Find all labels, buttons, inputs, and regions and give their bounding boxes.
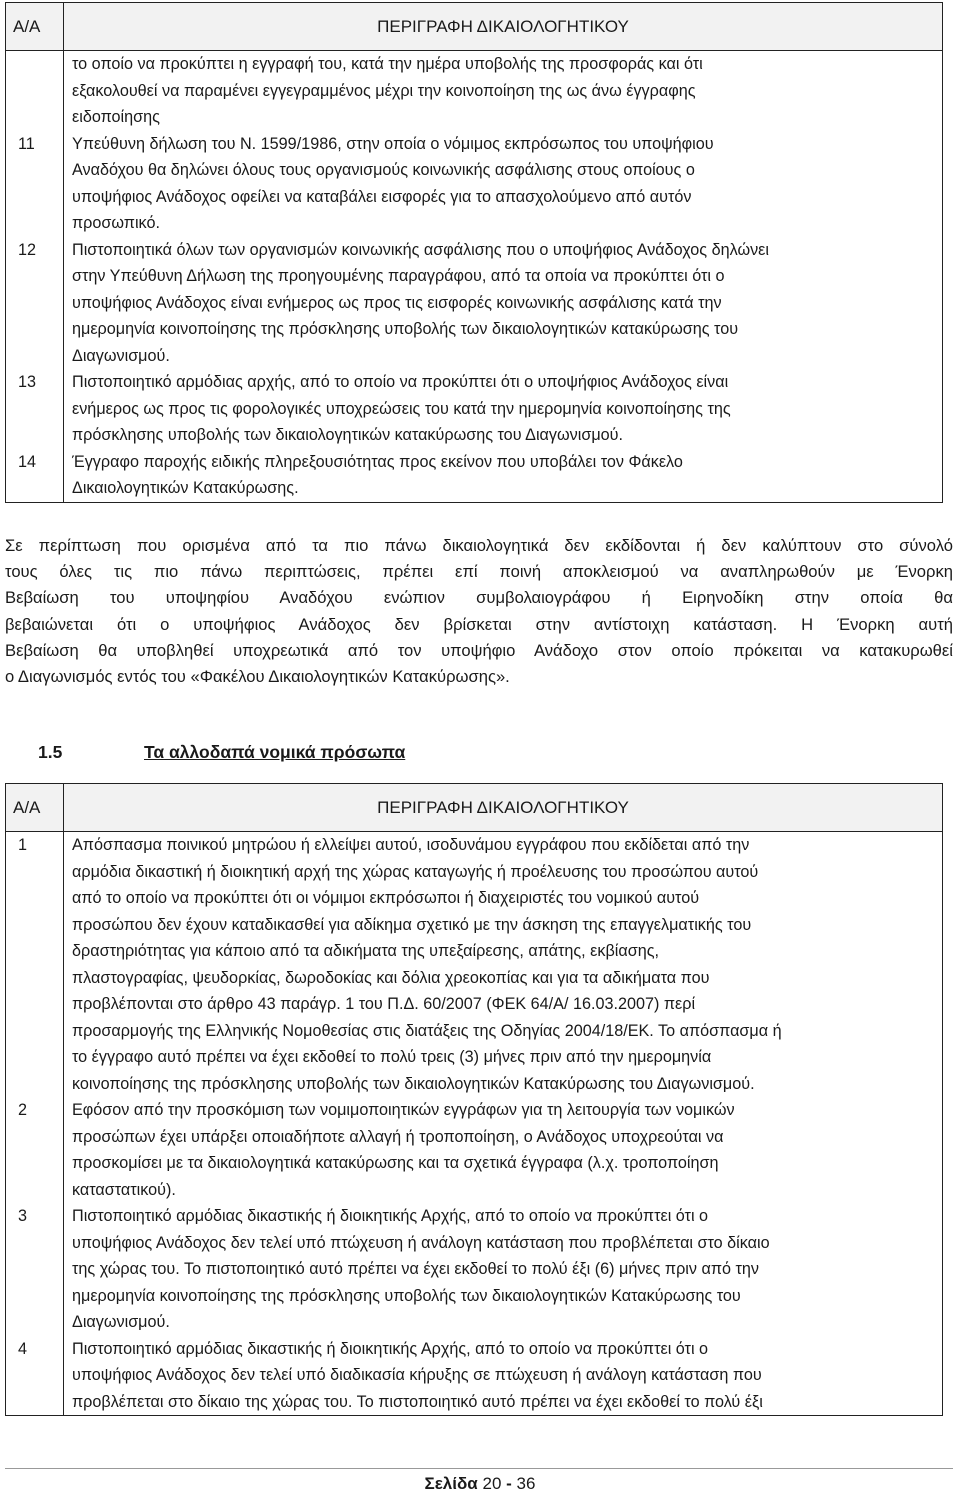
footer-divider: [5, 1468, 953, 1469]
description-line: Δικαιολογητικών Κατακύρωσης.: [72, 479, 299, 497]
row-description: [64, 1336, 943, 1416]
row-number: [6, 51, 64, 131]
description-line: υποψήφιος Ανάδοχος δεν τελεί υπό διαδικασία κήρυξης σε πτώχευση ή ανάλογη κατάσταση που: [72, 1366, 762, 1384]
description-line: πρόσκλησης υποβολής των δικαιολογητικών κατακύρωσης του Διαγωνισμού.: [72, 426, 624, 444]
description-line: στην Υπεύθυνη Δήλωση της προηγουμένης παραγράφου, από τα οποία να προκύπτει ότι ο: [72, 267, 725, 285]
description-line: πλαστογραφίας, ψευδορκίας, δωροδοκίας και δόλια χρεοκοπίας και για τα αδικήματα που: [72, 968, 710, 987]
row-description: [64, 237, 943, 370]
requirements-table-2: [5, 783, 943, 1416]
description-line: προβλέπονται στο άρθρο 43 παράγρ. 1 του Π.Δ. 60/2007 (ΦΕΚ 64/Α/ 16.03.2007) περί: [72, 995, 696, 1013]
description-line: από το οποίο να προκύπτει ότι οι νόμιμοι εκπρόσωποι ή διαχειριστές του νομικού αυτού: [72, 889, 700, 907]
description-line: καταστατικού).: [72, 1180, 176, 1199]
row-number: 4: [6, 1336, 64, 1416]
column-header-num: Α/Α: [6, 784, 64, 832]
description-line: Αναδόχου θα δηλώνει όλους τους οργανισμούς κοινωνικής ασφάλισης στους οποίους ο: [72, 161, 695, 179]
page-number: 20: [482, 1474, 502, 1493]
description-line: προσκομίσει με τα δικαιολογητικά κατακύρωσης και τα σχετικά έγγραφα (λ.χ. τροποποίηση: [72, 1154, 719, 1172]
column-header-num: Α/Α: [6, 3, 64, 51]
row-description: [64, 1203, 943, 1336]
table-row: [6, 1336, 943, 1416]
page-footer: [0, 1474, 960, 1494]
description-line: Πιστοποιητικό αρμόδιας δικαστικής ή διοικητικής Αρχής, από το οποίο να προκύπτει ότι ο: [72, 1339, 709, 1358]
description-line: εξακολουθεί να παραμένει εγγεγραμμένος μέχρι την κοινοποίηση της ως άνω έγγραφης: [72, 81, 696, 100]
description-line: υποψήφιος Ανάδοχος οφείλει να καταβάλει εισφορές για το απασχολούμενο από αυτόν: [72, 187, 692, 206]
row-description: [64, 1097, 943, 1203]
row-number: 12: [6, 237, 64, 370]
table-header-row: [6, 3, 943, 51]
description-line: Πιστοποιητικά όλων των οργανισμών κοινωνικής ασφάλισης που ο υποψήφιος Ανάδοχος δηλώνει: [72, 240, 769, 259]
row-number: 11: [6, 131, 64, 237]
requirements-table-1: [5, 2, 943, 503]
row-number: 13: [6, 369, 64, 449]
column-header-description: ΠΕΡΙΓΡΑΦΗ ΔΙΚΑΙΟΛΟΓΗΤΙΚΟΥ: [64, 784, 943, 832]
description-line: Διαγωνισμού.: [72, 346, 170, 365]
table-header-row: [6, 784, 943, 832]
row-description: [64, 51, 943, 131]
row-number: 1: [6, 832, 64, 1098]
paragraph-line: Βεβαίωση θα υποβληθεί υποχρεωτικά από τον υποψήφιο Ανάδοχο στον οποίο πρόκειται να κατακυρωθεί: [5, 640, 953, 660]
description-line: Απόσπασμα ποινικού μητρώου ή ελλείψει αυτού, ισοδυνάμου εγγράφου που εκδίδεται από την: [72, 836, 750, 854]
description-line: δραστηριότητας για κάποιο από τα αδικήματα της υπεξαίρεσης, απάτης, εκβίασης,: [72, 942, 660, 960]
row-description: [64, 131, 943, 237]
row-description: [64, 832, 943, 1098]
description-line: το οποίο να προκύπτει η εγγραφή του, κατά την ημέρα υποβολής της προσφοράς και ότι: [72, 55, 703, 73]
description-line: αρμόδια δικαστική ή διοικητική αρχή της χώρας καταγωγής ή προέλευσης του προσώπου αυτού: [72, 862, 759, 881]
page-label: Σελίδα: [424, 1474, 478, 1493]
table-row: [6, 51, 943, 131]
row-number: 2: [6, 1097, 64, 1203]
row-number: 3: [6, 1203, 64, 1336]
table-row: [6, 449, 943, 503]
description-line: Πιστοποιητικό αρμόδιας αρχής, από το οποίο να προκύπτει ότι ο υποψήφιος Ανάδοχος είναι: [72, 373, 729, 391]
description-line: Πιστοποιητικό αρμόδιας δικαστικής ή διοικητικής Αρχής, από το οποίο να προκύπτει ότι ο: [72, 1207, 709, 1225]
table-row: [6, 131, 943, 237]
section-title: Τα αλλοδαπά νομικά πρόσωπα: [144, 742, 406, 762]
row-description: [64, 369, 943, 449]
description-line: Εφόσον από την προσκόμιση των νομιμοποιητικών εγγράφων για τη λειτουργία των νομικών: [72, 1101, 735, 1119]
description-line: ημερομηνία κοινοποίησης της πρόσκλησης υποβολής των δικαιολογητικών κατακύρωσης του: [72, 320, 739, 338]
description-line: το έγγραφο αυτό πρέπει να έχει εκδοθεί το πολύ τρεις (3) μήνες πριν από την ημερομηνία: [72, 1048, 712, 1066]
description-line: Έγγραφο παροχής ειδικής πληρεξουσιότητας προς εκείνον που υποβάλει τον Φάκελο: [72, 452, 683, 471]
description-line: κοινοποίησης της πρόσκλησης υποβολής των δικαιολογητικών Κατακύρωσης του Διαγωνισμού.: [72, 1074, 755, 1093]
page-separator: -: [506, 1474, 512, 1493]
paragraph-line: βεβαιώνεται ότι ο υποψήφιος Ανάδοχος δεν βρίσκεται στην αντίστοιχη κατάσταση. Η Ένορκη αυτή: [5, 614, 953, 634]
description-line: υποψήφιος Ανάδοχος είναι ενήμερος ως προς τις εισφορές κοινωνικής ασφάλισης κατά την: [72, 293, 722, 312]
section-number: 1.5: [38, 742, 63, 762]
description-line: προσώπου δεν έχουν καταδικασθεί για αδίκημα σχετικό με την άσκηση της επαγγελματικής του: [72, 915, 752, 934]
section-heading: [38, 742, 405, 763]
paragraph-line: Σε περίπτωση που ορισμένα από τα πιο πάνω δικαιολογητικά δεν εκδίδονται ή δεν καλύπτουν στο σύνολό: [5, 536, 953, 555]
column-header-description: ΠΕΡΙΓΡΑΦΗ ΔΙΚΑΙΟΛΟΓΗΤΙΚΟΥ: [64, 3, 943, 51]
page-total: 36: [516, 1474, 536, 1493]
table-row: [6, 237, 943, 370]
description-line: προσωπικό.: [72, 214, 160, 232]
description-line: προβλέπεται στο δίκαιο της χώρας του. Το πιστοποιητικό αυτό πρέπει να έχει εκδοθεί το πολύ έξι: [72, 1392, 763, 1411]
description-line: της χώρας του. Το πιστοποιητικό αυτό πρέπει να έχει εκδοθεί το πολύ έξι (6) μήνες πριν από την: [72, 1260, 760, 1278]
description-line: υποψήφιος Ανάδοχος δεν τελεί υπό πτώχευση ή ανάλογη κατάσταση που προβλέπεται στο δίκαιο: [72, 1233, 770, 1252]
description-line: ενήμερος ως προς τις φορολογικές υποχρεώσεις του κατά την ημερομηνία κοινοποίησης της: [72, 399, 731, 418]
row-number: 14: [6, 449, 64, 503]
description-line: ημερομηνία κοινοποίησης της πρόσκλησης υποβολής των δικαιολογητικών Κατακύρωσης του: [72, 1286, 741, 1305]
table-row: [6, 1097, 943, 1203]
paragraph-line: ο Διαγωνισμός εντός του «Φακέλου Δικαιολογητικών Κατακύρωσης».: [5, 667, 510, 687]
table-row: [6, 1203, 943, 1336]
row-description: [64, 449, 943, 503]
description-line: Διαγωνισμού.: [72, 1313, 170, 1331]
description-line: Υπεύθυνη δήλωση του Ν. 1599/1986, στην οποία ο νόμιμος εκπρόσωπος του υποψήφιου: [72, 134, 714, 153]
table-row: [6, 832, 943, 1098]
description-line: ειδοποίησης: [72, 108, 160, 126]
description-line: προσαρμογής της Ελληνικής Νομοθεσίας στις διατάξεις της Οδηγίας 2004/18/ΕΚ. Το απόσπασμα ή: [72, 1021, 782, 1040]
table-row: [6, 369, 943, 449]
paragraph-line: τους όλες τις πιο πάνω περιπτώσεις, πρέπει επί ποινή αποκλεισμού να αναπληρωθούν με Ένορκη: [5, 562, 953, 582]
paragraph-line: Βεβαίωση του υποψηφίου Αναδόχου ενώπιον συμβολαιογράφου ή Ειρηνοδίκη στην οποία θα: [5, 588, 953, 608]
description-line: προσώπων έχει υπάρξει οποιαδήποτε αλλαγή ή τροποποίηση, ο Ανάδοχος υποχρεούται να: [72, 1127, 724, 1146]
substitute-affidavit-paragraph: [5, 533, 953, 690]
